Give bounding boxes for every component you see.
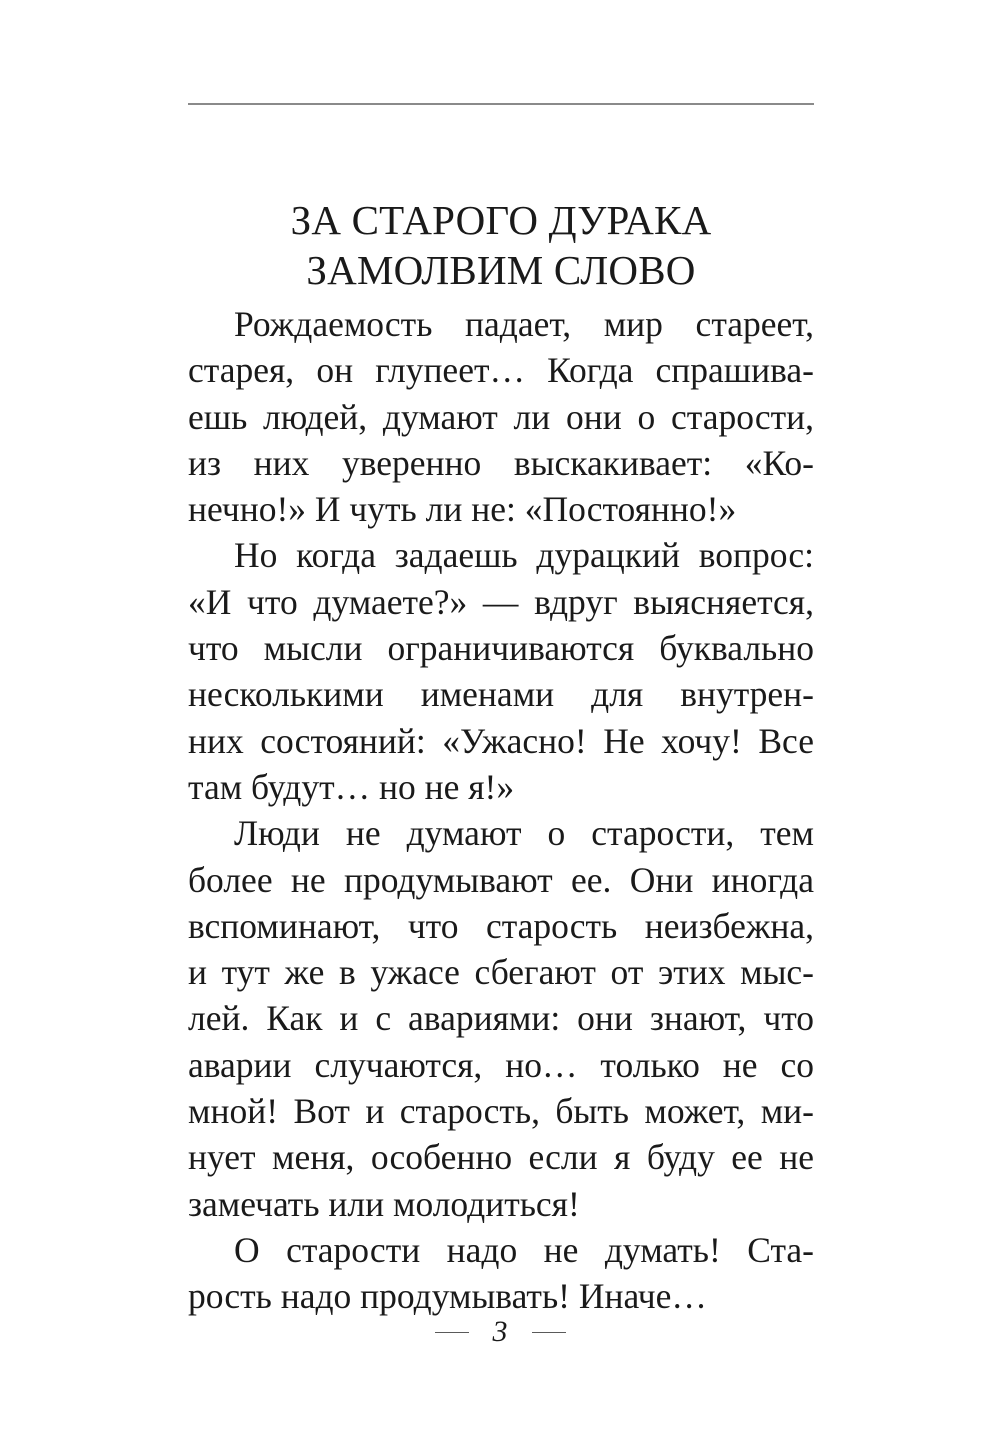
footer-dash-right	[532, 1332, 566, 1333]
chapter-title	[188, 195, 814, 295]
text-line: них состояний: «Ужасно! Не хочу! Все	[188, 720, 814, 761]
text-line: несколькими именами для внутрен-	[188, 674, 814, 715]
text-line: Люди не думают о старости, тем	[234, 813, 814, 854]
text-line: нечно!» И чуть ли не: «Постоянно!»	[188, 489, 737, 530]
footer-dash-left	[435, 1332, 469, 1333]
text-line: нует меня, особенно если я буду ее не	[188, 1137, 814, 1178]
text-line: и тут же в ужасе сбегают от этих мыс-	[188, 952, 814, 993]
header-rule	[188, 103, 814, 105]
text-line: более не продумывают ее. Они иногда	[188, 859, 814, 900]
text-line: там будут… но не я!»	[188, 766, 515, 807]
text-line: лей. Как и с авариями: они знают, что	[188, 998, 814, 1039]
text-line: «И что думаете?» — вдруг выясняется,	[188, 581, 814, 622]
text-line: старея, он глупеет… Когда спрашива-	[188, 350, 814, 391]
text-line: из них уверенно выскакивает: «Ко-	[188, 442, 814, 483]
text-line: Рождаемость падает, мир стареет,	[234, 304, 814, 344]
text-line: вспоминают, что старость неизбежна,	[188, 905, 814, 946]
text-line: что мысли ограничиваются буквально	[188, 628, 814, 669]
chapter-title-line: ЗА СТАРОГО ДУРАКА	[290, 197, 712, 244]
page-number: 3	[492, 1315, 508, 1348]
text-line: ешь людей, думают ли они о старости,	[188, 396, 814, 437]
text-line: Но когда задаешь дурацкий вопрос:	[234, 535, 814, 576]
chapter-title-line: ЗАМОЛВИМ СЛОВО	[306, 247, 696, 294]
page-footer	[0, 1312, 1000, 1352]
text-line: замечать или молодиться!	[188, 1183, 580, 1224]
text-line: рость надо продумывать! Иначе…	[188, 1276, 707, 1317]
text-line: О старости надо не думать! Ста-	[234, 1229, 814, 1270]
text-line: мной! Вот и старость, быть может, ми-	[188, 1091, 814, 1132]
text-line: аварии случаются, но… только не со	[188, 1044, 814, 1085]
body-text	[188, 301, 814, 1320]
